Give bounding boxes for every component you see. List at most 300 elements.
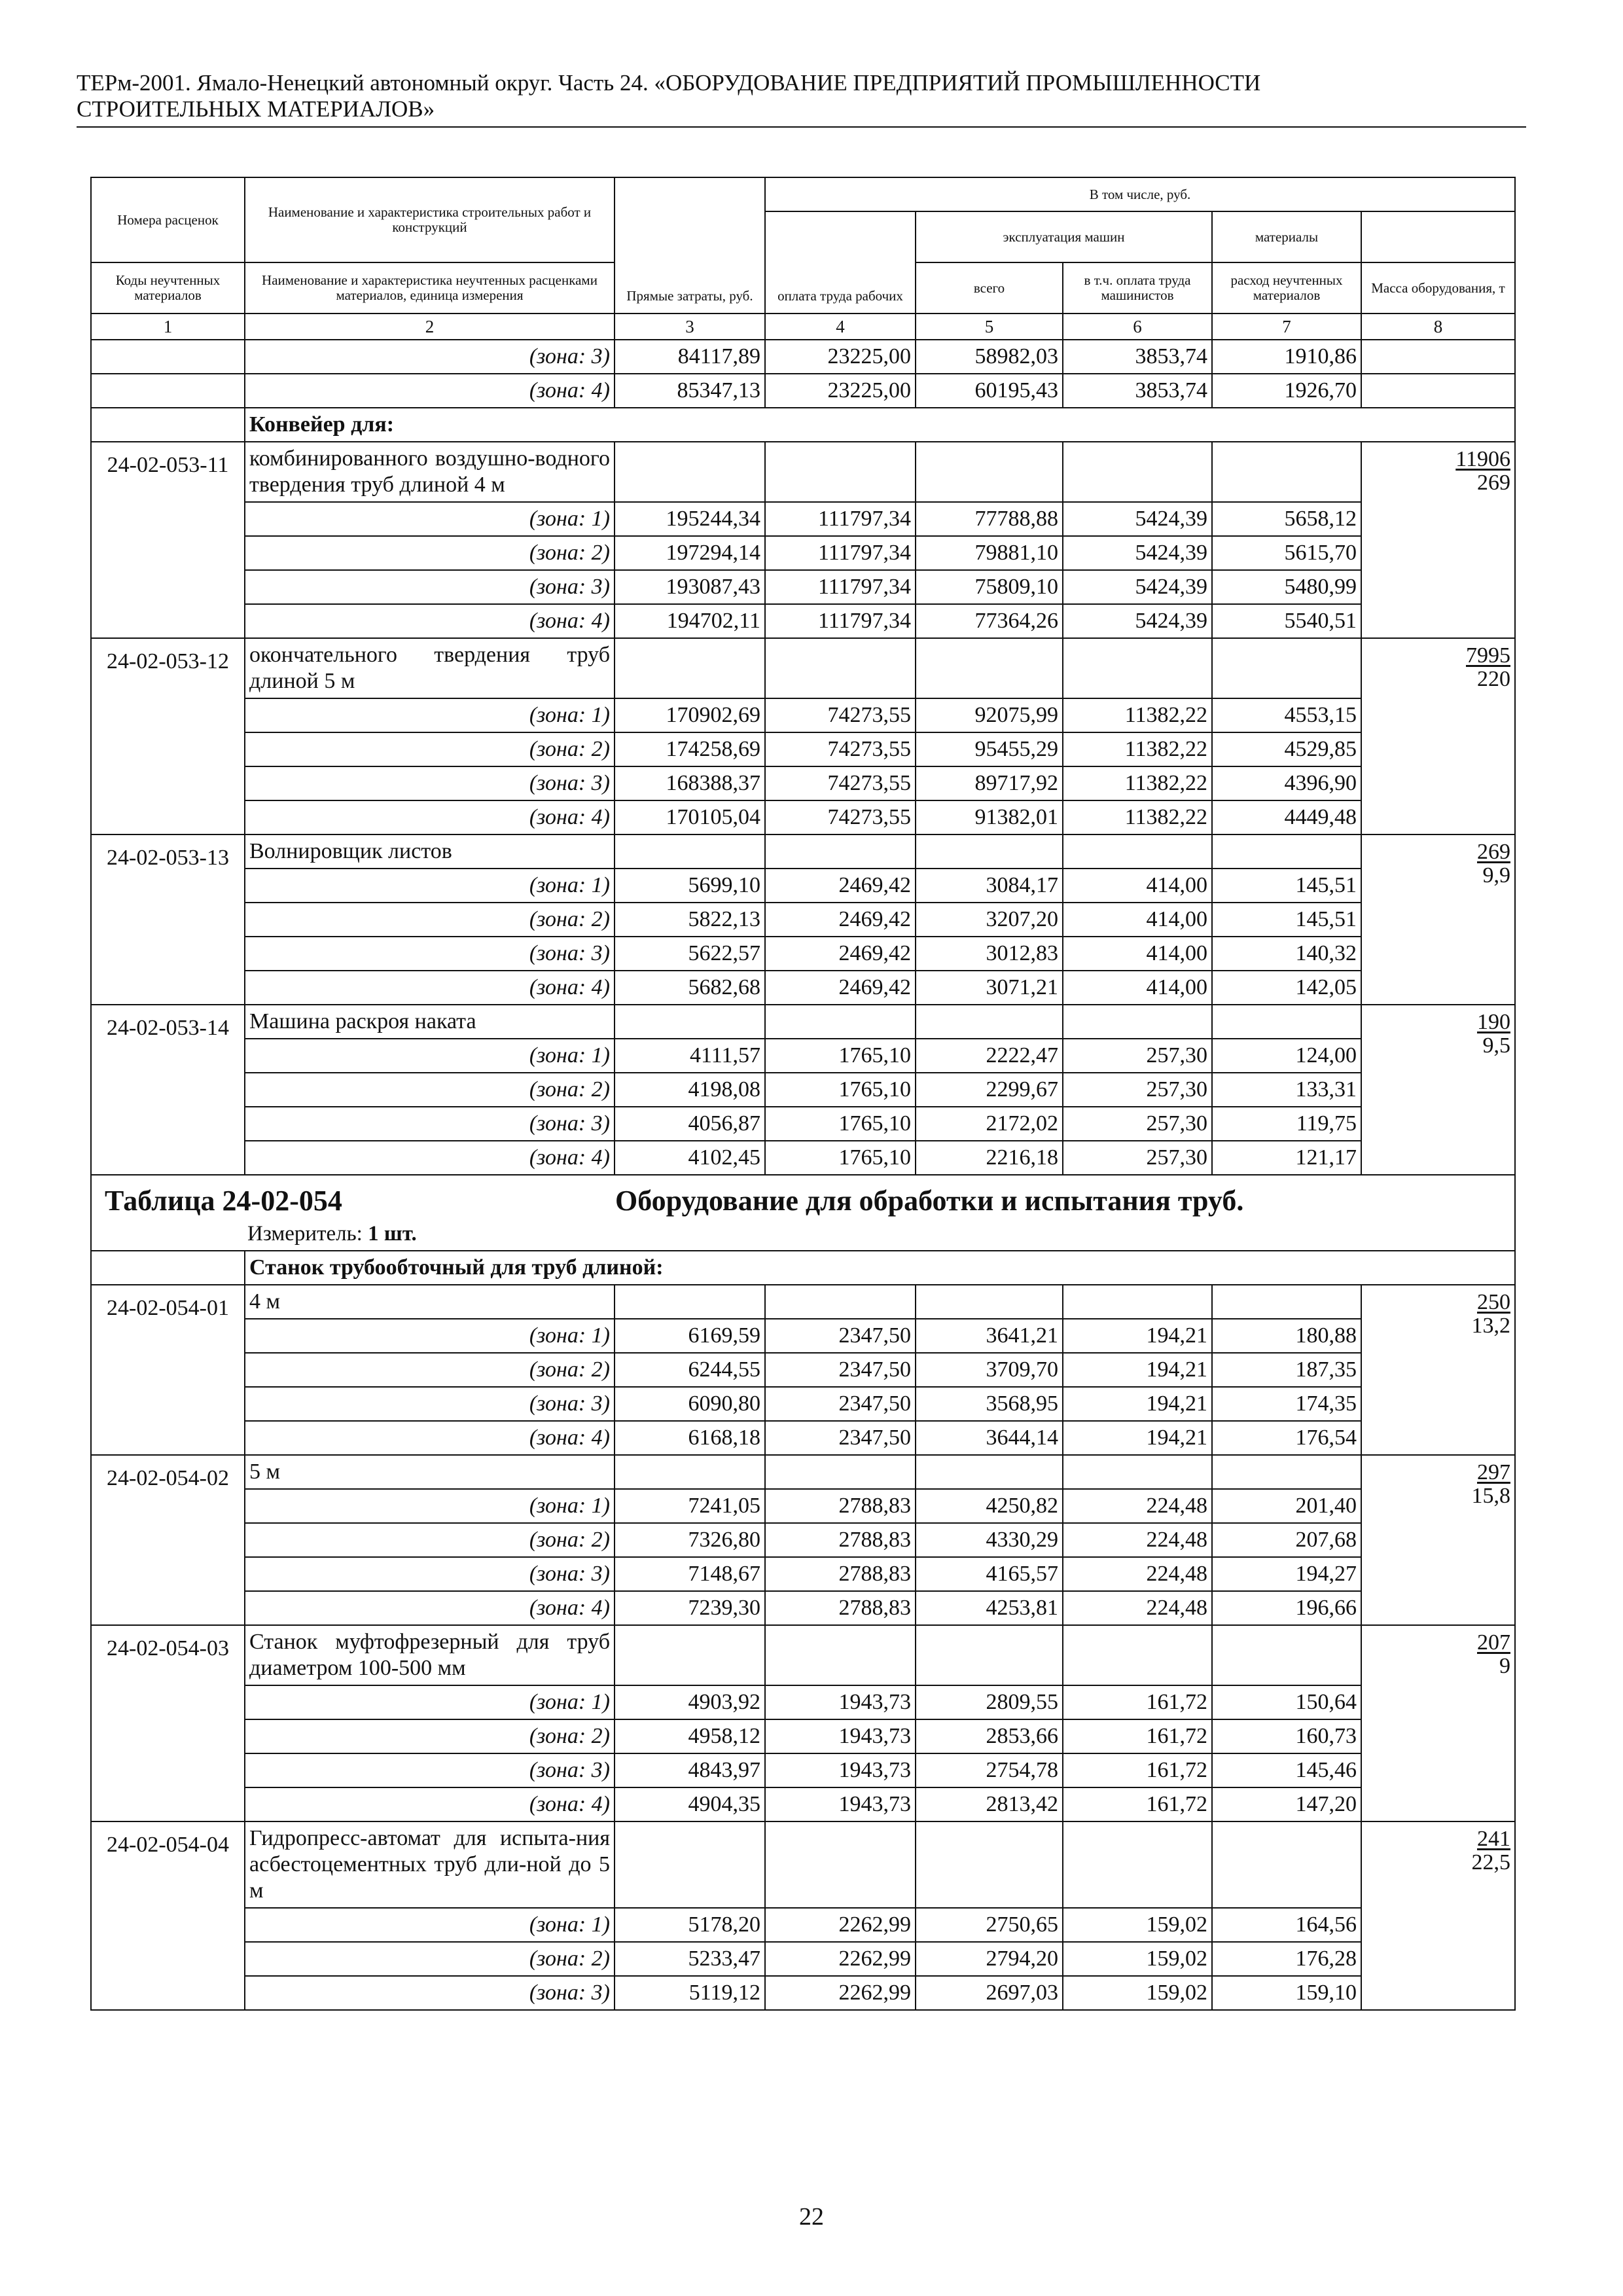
machine-cost: 3071,21: [916, 971, 1063, 1005]
zone-row: [91, 536, 1515, 570]
machinist-wage: 161,72: [1063, 1753, 1212, 1787]
machine-cost: 2750,65: [916, 1908, 1063, 1942]
zone-row: [91, 502, 1515, 536]
direct-cost: 6169,59: [615, 1319, 765, 1353]
labor-cost: 7995: [1466, 643, 1510, 668]
measure-value: 1 шт.: [368, 1222, 417, 1246]
zone-label: (зона: 3): [245, 1753, 615, 1787]
materials-cost: 140,32: [1212, 937, 1361, 971]
direct-cost: 7239,30: [615, 1591, 765, 1625]
empty-value-cell: [765, 1821, 916, 1908]
wage-cost: 2788,83: [765, 1557, 916, 1591]
zone-row: [91, 340, 1515, 374]
zone-row: [91, 1908, 1515, 1942]
wage-cost: 23225,00: [765, 340, 916, 374]
machinist-wage: 5424,39: [1063, 570, 1212, 604]
rate-name: 4 м: [245, 1285, 615, 1319]
machinist-wage: 161,72: [1063, 1685, 1212, 1719]
wage-cost: 1943,73: [765, 1753, 916, 1787]
materials-cost: 4529,85: [1212, 732, 1361, 766]
column-number: 4: [765, 314, 916, 340]
direct-cost: 4843,97: [615, 1753, 765, 1787]
wage-cost: 2469,42: [765, 937, 916, 971]
materials-cost: 159,10: [1212, 1976, 1361, 2010]
zone-label: (зона: 3): [245, 1976, 615, 2010]
machinist-wage: 3853,74: [1063, 340, 1212, 374]
machine-cost: 2809,55: [916, 1685, 1063, 1719]
column-number: 1: [91, 314, 245, 340]
table-body: [91, 340, 1515, 2010]
zone-label: (зона: 3): [245, 937, 615, 971]
header-rule: [77, 126, 1526, 128]
zone-row: [91, 1753, 1515, 1787]
wage-cost: 74273,55: [765, 732, 916, 766]
empty-value-cell: [916, 442, 1063, 502]
equipment-mass: 15,8: [1471, 1484, 1510, 1508]
wage-cost: 2262,99: [765, 1942, 916, 1976]
empty-value-cell: [1063, 442, 1212, 502]
equipment-mass: 13,2: [1471, 1314, 1510, 1338]
zone-row: [91, 1557, 1515, 1591]
empty-value-cell: [615, 834, 765, 869]
rate-code: 24-02-053-13: [91, 834, 245, 1005]
materials-cost: 119,75: [1212, 1107, 1361, 1141]
measure-label: Измеритель:: [247, 1222, 363, 1246]
equipment-mass: 220: [1477, 667, 1510, 691]
direct-cost: 4198,08: [615, 1073, 765, 1107]
wage-cost: 2469,42: [765, 869, 916, 903]
direct-cost: 4958,12: [615, 1719, 765, 1753]
machine-cost: 4165,57: [916, 1557, 1063, 1591]
empty-value-cell: [1063, 1285, 1212, 1319]
zone-row: [91, 1421, 1515, 1455]
machine-cost: 3084,17: [916, 869, 1063, 903]
zone-label: (зона: 1): [245, 1908, 615, 1942]
machinist-wage: 257,30: [1063, 1141, 1212, 1175]
machinist-wage: 194,21: [1063, 1353, 1212, 1387]
labor-mass-fraction: [1361, 834, 1515, 1005]
empty-value-cell: [615, 1285, 765, 1319]
direct-cost: 6244,55: [615, 1353, 765, 1387]
rate-item-row: [91, 638, 1515, 698]
rate-item-row: [91, 1625, 1515, 1685]
zone-label: (зона: 4): [245, 1787, 615, 1821]
machine-cost: 89717,92: [916, 766, 1063, 800]
zone-row: [91, 1787, 1515, 1821]
zone-row: [91, 1523, 1515, 1557]
materials-cost: 4396,90: [1212, 766, 1361, 800]
machinist-wage: 414,00: [1063, 937, 1212, 971]
zone-row: [91, 570, 1515, 604]
document-header: [77, 70, 1526, 122]
labor-cost: 190: [1477, 1010, 1510, 1034]
rate-item-row: [91, 1821, 1515, 1908]
direct-cost: 197294,14: [615, 536, 765, 570]
machine-cost: 77788,88: [916, 502, 1063, 536]
materials-cost: 147,20: [1212, 1787, 1361, 1821]
page-number: 22: [799, 2203, 824, 2231]
materials-cost: 5540,51: [1212, 604, 1361, 638]
machinist-wage: 161,72: [1063, 1787, 1212, 1821]
column-number: 2: [245, 314, 615, 340]
empty-value-cell: [615, 638, 765, 698]
empty-value-cell: [765, 1005, 916, 1039]
direct-cost: 4903,92: [615, 1685, 765, 1719]
empty-value-cell: [615, 1005, 765, 1039]
zone-label: (зона: 4): [245, 604, 615, 638]
empty-value-cell: [765, 1285, 916, 1319]
zone-label: (зона: 2): [245, 1353, 615, 1387]
direct-cost: 84117,89: [615, 340, 765, 374]
materials-cost: 133,31: [1212, 1073, 1361, 1107]
machine-cost: 60195,43: [916, 374, 1063, 408]
labor-mass-fraction: [1361, 1821, 1515, 2010]
zone-label: (зона: 4): [245, 1421, 615, 1455]
zone-label: (зона: 1): [245, 1685, 615, 1719]
empty-mass-cell: [1361, 374, 1515, 408]
zone-row: [91, 937, 1515, 971]
empty-value-cell: [765, 1625, 916, 1685]
machine-cost: 2222,47: [916, 1039, 1063, 1073]
zone-label: (зона: 2): [245, 903, 615, 937]
wage-cost: 2469,42: [765, 903, 916, 937]
machine-cost: 3568,95: [916, 1387, 1063, 1421]
machine-cost: 77364,26: [916, 604, 1063, 638]
direct-cost: 4904,35: [615, 1787, 765, 1821]
materials-cost: 187,35: [1212, 1353, 1361, 1387]
zone-row: [91, 1942, 1515, 1976]
wage-cost: 2262,99: [765, 1908, 916, 1942]
machine-cost: 3641,21: [916, 1319, 1063, 1353]
materials-cost: 194,27: [1212, 1557, 1361, 1591]
header-line-1: ТЕРм-2001. Ямало-Ненецкий автономный округ. Часть 24. «ОБОРУДОВАНИЕ ПРЕДПРИЯТИЙ ПРОМЫШЛЕННОСТИ: [77, 70, 1261, 96]
section-row: [91, 408, 1515, 442]
materials-cost: 180,88: [1212, 1319, 1361, 1353]
equipment-mass: 9: [1499, 1654, 1510, 1678]
materials-cost: 201,40: [1212, 1489, 1361, 1523]
zone-row: [91, 1489, 1515, 1523]
labor-cost: 207: [1477, 1630, 1510, 1655]
direct-cost: 5233,47: [615, 1942, 765, 1976]
equipment-mass: 22,5: [1471, 1850, 1510, 1874]
empty-value-cell: [1212, 834, 1361, 869]
direct-cost: 170105,04: [615, 800, 765, 834]
wage-cost: 2347,50: [765, 1387, 916, 1421]
machine-cost: 92075,99: [916, 698, 1063, 732]
empty-value-cell: [615, 1455, 765, 1489]
direct-cost: 85347,13: [615, 374, 765, 408]
header-machines: эксплуатация машин: [916, 211, 1212, 262]
labor-cost: 11906: [1455, 447, 1510, 471]
direct-cost: 5178,20: [615, 1908, 765, 1942]
labor-mass-fraction: [1361, 1005, 1515, 1175]
header-materials: материалы: [1212, 211, 1361, 262]
header-mass: Масса оборудования, т: [1361, 262, 1515, 314]
wage-cost: 1943,73: [765, 1719, 916, 1753]
zone-row: [91, 374, 1515, 408]
machinist-wage: 257,30: [1063, 1039, 1212, 1073]
table-title: Оборудование для обработки и испытания труб.: [615, 1185, 1244, 1217]
empty-value-cell: [1212, 638, 1361, 698]
materials-cost: 1910,86: [1212, 340, 1361, 374]
materials-cost: 145,46: [1212, 1753, 1361, 1787]
zone-row: [91, 1976, 1515, 2010]
wage-cost: 111797,34: [765, 570, 916, 604]
machine-cost: 3644,14: [916, 1421, 1063, 1455]
direct-cost: 4056,87: [615, 1107, 765, 1141]
rate-code: 24-02-053-12: [91, 638, 245, 834]
zone-row: [91, 971, 1515, 1005]
machine-cost: 2754,78: [916, 1753, 1063, 1787]
zone-label: (зона: 1): [245, 1039, 615, 1073]
machine-cost: 58982,03: [916, 340, 1063, 374]
zone-label: (зона: 2): [245, 1719, 615, 1753]
direct-cost: 6168,18: [615, 1421, 765, 1455]
direct-cost: 7326,80: [615, 1523, 765, 1557]
direct-cost: 5119,12: [615, 1976, 765, 2010]
section-title: Станок трубообточный для труб длиной:: [245, 1251, 1515, 1285]
column-number: 7: [1212, 314, 1361, 340]
materials-cost: 4449,48: [1212, 800, 1361, 834]
materials-cost: 124,00: [1212, 1039, 1361, 1073]
empty-value-cell: [916, 638, 1063, 698]
header-wage: оплата труда рабочих: [765, 211, 916, 314]
zone-label: (зона: 3): [245, 1387, 615, 1421]
wage-cost: 1765,10: [765, 1073, 916, 1107]
machinist-wage: 5424,39: [1063, 604, 1212, 638]
rate-code: 24-02-054-03: [91, 1625, 245, 1821]
direct-cost: 5682,68: [615, 971, 765, 1005]
machinist-wage: 257,30: [1063, 1107, 1212, 1141]
empty-code-cell: [91, 408, 245, 442]
zone-row: [91, 1039, 1515, 1073]
zone-label: (зона: 3): [245, 1557, 615, 1591]
direct-cost: 194702,11: [615, 604, 765, 638]
section-row: [91, 1251, 1515, 1285]
labor-cost: 241: [1477, 1827, 1510, 1851]
machine-cost: 95455,29: [916, 732, 1063, 766]
empty-value-cell: [615, 1625, 765, 1685]
direct-cost: 170902,69: [615, 698, 765, 732]
zone-label: (зона: 2): [245, 732, 615, 766]
direct-cost: 4111,57: [615, 1039, 765, 1073]
wage-cost: 2262,99: [765, 1976, 916, 2010]
direct-cost: 7148,67: [615, 1557, 765, 1591]
rates-table: [90, 177, 1516, 2011]
rate-name: окончательного твердения труб длиной 5 м: [245, 638, 615, 698]
machinist-wage: 224,48: [1063, 1557, 1212, 1591]
machine-cost: 2853,66: [916, 1719, 1063, 1753]
machinist-wage: 161,72: [1063, 1719, 1212, 1753]
machinist-wage: 414,00: [1063, 869, 1212, 903]
empty-value-cell: [916, 1005, 1063, 1039]
empty-value-cell: [615, 442, 765, 502]
rate-item-row: [91, 442, 1515, 502]
direct-cost: 193087,43: [615, 570, 765, 604]
materials-cost: 5480,99: [1212, 570, 1361, 604]
rate-item-row: [91, 1005, 1515, 1039]
wage-cost: 2469,42: [765, 971, 916, 1005]
direct-cost: 195244,34: [615, 502, 765, 536]
direct-cost: 7241,05: [615, 1489, 765, 1523]
zone-row: [91, 698, 1515, 732]
empty-code-cell: [91, 340, 245, 374]
wage-cost: 2788,83: [765, 1523, 916, 1557]
rate-code: 24-02-054-01: [91, 1285, 245, 1455]
labor-mass-fraction: [1361, 442, 1515, 638]
header-including: В том числе, руб.: [765, 177, 1515, 211]
machine-cost: 2794,20: [916, 1942, 1063, 1976]
rate-item-row: [91, 1285, 1515, 1319]
direct-cost: 168388,37: [615, 766, 765, 800]
materials-cost: 196,66: [1212, 1591, 1361, 1625]
machinist-wage: 194,21: [1063, 1421, 1212, 1455]
rate-code: 24-02-054-04: [91, 1821, 245, 2010]
section-title: Конвейер для:: [245, 408, 1515, 442]
rate-item-row: [91, 1455, 1515, 1489]
machinist-wage: 414,00: [1063, 903, 1212, 937]
zone-label: (зона: 1): [245, 1489, 615, 1523]
equipment-mass: 9,5: [1482, 1033, 1510, 1058]
header-name-materials: Наименование и характеристика неучтенных расценками материалов, единица измерения: [245, 262, 615, 314]
materials-cost: 150,64: [1212, 1685, 1361, 1719]
zone-row: [91, 1353, 1515, 1387]
materials-cost: 174,35: [1212, 1387, 1361, 1421]
machine-cost: 2216,18: [916, 1141, 1063, 1175]
machinist-wage: 3853,74: [1063, 374, 1212, 408]
header-codes-materials: Коды неучтенных материалов: [91, 262, 245, 314]
direct-cost: 5822,13: [615, 903, 765, 937]
empty-value-cell: [916, 1285, 1063, 1319]
machinist-wage: 257,30: [1063, 1073, 1212, 1107]
wage-cost: 1765,10: [765, 1107, 916, 1141]
header-name: Наименование и характеристика строительных работ и конструкций: [245, 177, 615, 262]
machine-cost: 75809,10: [916, 570, 1063, 604]
machine-cost: 4330,29: [916, 1523, 1063, 1557]
header-machinist-wage: в т.ч. оплата труда машинистов: [1063, 262, 1212, 314]
materials-cost: 160,73: [1212, 1719, 1361, 1753]
machine-cost: 3012,83: [916, 937, 1063, 971]
zone-row: [91, 732, 1515, 766]
rate-item-row: [91, 834, 1515, 869]
zone-label: (зона: 4): [245, 1591, 615, 1625]
zone-label: (зона: 2): [245, 536, 615, 570]
machine-cost: 91382,01: [916, 800, 1063, 834]
header-codes: Номера расценок: [91, 177, 245, 262]
zone-label: (зона: 3): [245, 766, 615, 800]
zone-label: (зона: 4): [245, 374, 615, 408]
empty-value-cell: [916, 1625, 1063, 1685]
header-line-2: СТРОИТЕЛЬНЫХ МАТЕРИАЛОВ»: [77, 96, 435, 122]
wage-cost: 1943,73: [765, 1787, 916, 1821]
labor-mass-fraction: [1361, 1285, 1515, 1455]
zone-label: (зона: 3): [245, 1107, 615, 1141]
zone-label: (зона: 2): [245, 1942, 615, 1976]
materials-cost: 145,51: [1212, 869, 1361, 903]
rate-name: 5 м: [245, 1455, 615, 1489]
empty-value-cell: [765, 442, 916, 502]
labor-cost: 269: [1477, 840, 1510, 864]
labor-mass-fraction: [1361, 1455, 1515, 1625]
machine-cost: 79881,10: [916, 536, 1063, 570]
zone-row: [91, 1141, 1515, 1175]
materials-cost: 5658,12: [1212, 502, 1361, 536]
rate-name: комбинированного воздушно-водного твердения труб длиной 4 м: [245, 442, 615, 502]
zone-row: [91, 1719, 1515, 1753]
empty-value-cell: [1212, 442, 1361, 502]
materials-cost: 176,54: [1212, 1421, 1361, 1455]
empty-value-cell: [765, 638, 916, 698]
rate-code: 24-02-053-14: [91, 1005, 245, 1175]
empty-value-cell: [1063, 1005, 1212, 1039]
labor-cost: 297: [1477, 1460, 1510, 1484]
direct-cost: 5622,57: [615, 937, 765, 971]
machine-cost: 4253,81: [916, 1591, 1063, 1625]
machinist-wage: 414,00: [1063, 971, 1212, 1005]
machinist-wage: 5424,39: [1063, 502, 1212, 536]
empty-value-cell: [615, 1821, 765, 1908]
header-machines-total: всего: [916, 262, 1063, 314]
wage-cost: 74273,55: [765, 698, 916, 732]
machinist-wage: 11382,22: [1063, 732, 1212, 766]
wage-cost: 1765,10: [765, 1141, 916, 1175]
table-title-row: [91, 1175, 1515, 1251]
wage-cost: 2788,83: [765, 1489, 916, 1523]
machinist-wage: 159,02: [1063, 1976, 1212, 2010]
materials-cost: 5615,70: [1212, 536, 1361, 570]
equipment-mass: 269: [1477, 471, 1510, 495]
materials-cost: 121,17: [1212, 1141, 1361, 1175]
zone-label: (зона: 4): [245, 800, 615, 834]
wage-cost: 111797,34: [765, 604, 916, 638]
wage-cost: 23225,00: [765, 374, 916, 408]
machinist-wage: 11382,22: [1063, 698, 1212, 732]
machinist-wage: 224,48: [1063, 1489, 1212, 1523]
machinist-wage: 159,02: [1063, 1908, 1212, 1942]
empty-value-cell: [1212, 1005, 1361, 1039]
direct-cost: 6090,80: [615, 1387, 765, 1421]
materials-cost: 1926,70: [1212, 374, 1361, 408]
machine-cost: 2299,67: [916, 1073, 1063, 1107]
empty-value-cell: [1212, 1625, 1361, 1685]
wage-cost: 111797,34: [765, 502, 916, 536]
zone-label: (зона: 1): [245, 698, 615, 732]
materials-cost: 164,56: [1212, 1908, 1361, 1942]
rate-code: 24-02-054-02: [91, 1455, 245, 1625]
empty-value-cell: [1063, 638, 1212, 698]
zone-label: (зона: 1): [245, 1319, 615, 1353]
zone-label: (зона: 4): [245, 1141, 615, 1175]
empty-code-cell: [91, 374, 245, 408]
wage-cost: 74273,55: [765, 766, 916, 800]
machinist-wage: 159,02: [1063, 1942, 1212, 1976]
machinist-wage: 11382,22: [1063, 766, 1212, 800]
materials-cost: 4553,15: [1212, 698, 1361, 732]
zone-row: [91, 903, 1515, 937]
zone-row: [91, 1319, 1515, 1353]
zone-label: (зона: 1): [245, 502, 615, 536]
rate-name: Машина раскроя наката: [245, 1005, 615, 1039]
zone-row: [91, 1685, 1515, 1719]
machine-cost: 3709,70: [916, 1353, 1063, 1387]
machinist-wage: 194,21: [1063, 1319, 1212, 1353]
empty-value-cell: [1063, 1625, 1212, 1685]
labor-cost: 250: [1477, 1290, 1510, 1314]
empty-value-cell: [916, 834, 1063, 869]
wage-cost: 74273,55: [765, 800, 916, 834]
zone-row: [91, 869, 1515, 903]
machinist-wage: 194,21: [1063, 1387, 1212, 1421]
